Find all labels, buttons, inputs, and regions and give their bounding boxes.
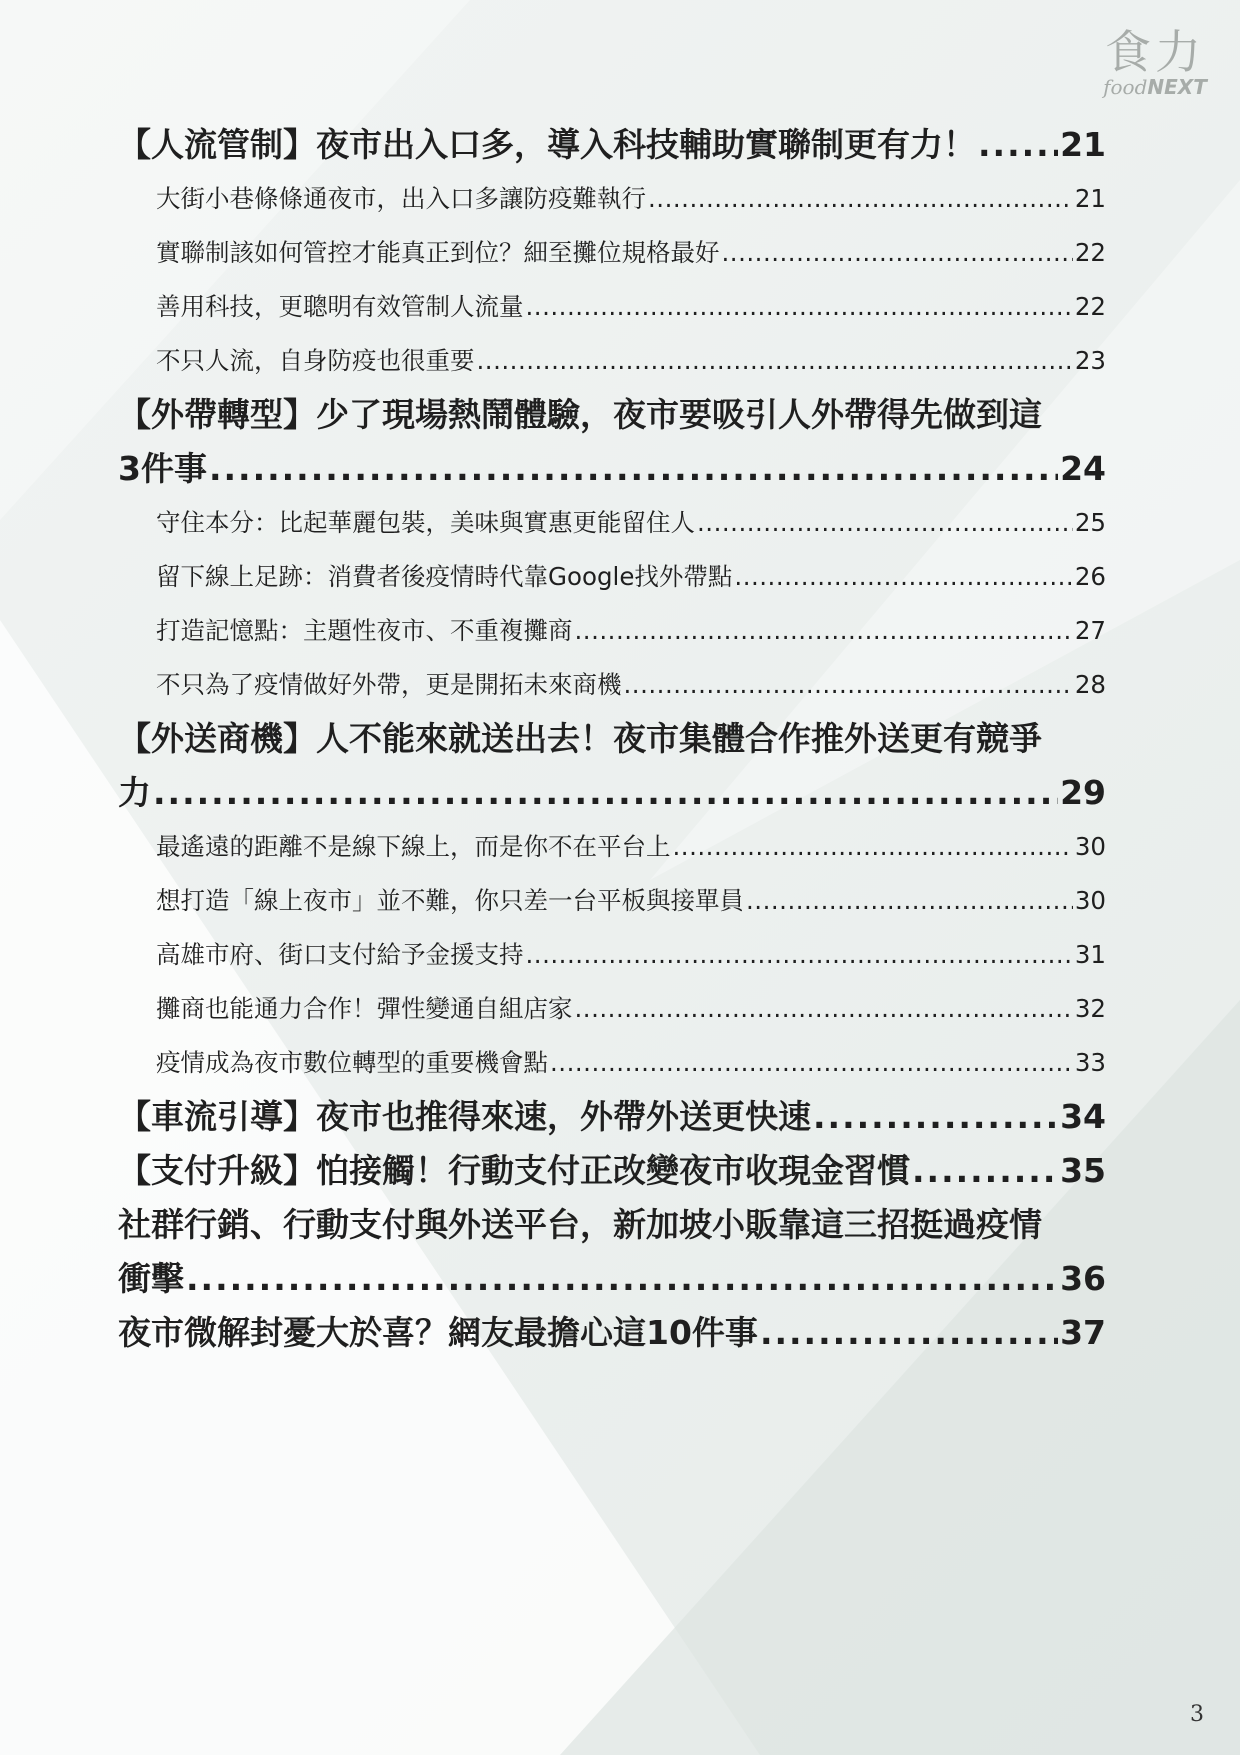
- toc-subentry-page: 26: [1074, 562, 1106, 591]
- toc-entry-title-line1: 【外帶轉型】少了現場熱鬧體驗，夜市要吸引人外帶得先做到這: [118, 395, 1042, 434]
- toc-leader-dots: [978, 118, 1058, 172]
- toc-leader-dots: [477, 334, 1073, 388]
- toc-subentry-title: 想打造「線上夜市」並不難，你只差一台平板與接單員: [156, 886, 744, 915]
- toc-leader-dots: [526, 280, 1073, 334]
- toc-entry-title-line1: 社群行銷、行動支付與外送平台，新加坡小販靠這三招挺過疫情: [118, 1205, 1042, 1244]
- toc-subentry-page: 22: [1074, 238, 1106, 267]
- toc-entry-title: 【車流引導】夜市也推得來速，外帶外送更快速: [118, 1097, 811, 1136]
- toc-subentry-title: 實聯制該如何管控才能真正到位？細至攤位規格最好: [156, 238, 720, 267]
- toc-subentry-page: 31: [1074, 940, 1106, 969]
- logo-chinese-text: 食力: [1105, 25, 1205, 79]
- toc-subentry-title: 留下線上足跡：消費者後疫情時代靠Google找外帶點: [156, 562, 733, 591]
- toc-subentry[interactable]: [118, 604, 1106, 658]
- toc-leader-dots: [673, 820, 1073, 874]
- toc-entry-title: 【人流管制】夜市出入口多，導入科技輔助實聯制更有力！: [118, 125, 976, 164]
- toc-entry-page: 24: [1060, 449, 1106, 488]
- toc-subentry-page: 22: [1074, 292, 1106, 321]
- foodnext-logo: [1100, 26, 1210, 98]
- toc-leader-dots: [912, 1144, 1058, 1198]
- toc-subentry[interactable]: [118, 172, 1106, 226]
- toc-leader-dots: [746, 874, 1073, 928]
- toc-subentry-title: 守住本分：比起華麗包裝，美味與實惠更能留住人: [156, 508, 695, 537]
- toc-subentry-title: 疫情成為夜市數位轉型的重要機會點: [156, 1048, 548, 1077]
- toc-entry-page: 36: [1060, 1259, 1106, 1298]
- toc-subentry[interactable]: [118, 1036, 1106, 1090]
- toc-entry-page: 21: [1060, 125, 1106, 164]
- toc-subentry[interactable]: [118, 820, 1106, 874]
- toc-leader-dots: [209, 442, 1058, 496]
- logo-en-prefix: food: [1103, 75, 1148, 99]
- toc-entry-reopening-concerns[interactable]: [118, 1306, 1106, 1360]
- toc-subentry[interactable]: [118, 982, 1106, 1036]
- toc-subentry-page: 21: [1074, 184, 1106, 213]
- toc-subentry-title: 打造記憶點：主題性夜市、不重複攤商: [156, 616, 573, 645]
- toc-subentry[interactable]: [118, 658, 1106, 712]
- toc-subentry-title: 大街小巷條條通夜市，出入口多讓防疫難執行: [156, 184, 646, 213]
- toc-leader-dots: [550, 1036, 1073, 1090]
- toc-subentry[interactable]: [118, 226, 1106, 280]
- toc-subentry-title: 攤商也能通力合作！彈性變通自組店家: [156, 994, 573, 1023]
- toc-leader-dots: [813, 1090, 1058, 1144]
- toc-leader-dots: [697, 496, 1073, 550]
- toc-subentry-page: 28: [1074, 670, 1106, 699]
- toc-subentry-title: 高雄市府、街口支付給予金援支持: [156, 940, 524, 969]
- toc-leader-dots: [575, 604, 1073, 658]
- toc-subentry-page: 27: [1074, 616, 1106, 645]
- toc-subentry-title: 最遙遠的距離不是線下線上，而是你不在平台上: [156, 832, 671, 861]
- toc-entry-title: 【支付升級】怕接觸！行動支付正改變夜市收現金習慣: [118, 1151, 910, 1190]
- toc-entry-crowd-control[interactable]: [118, 118, 1106, 172]
- toc-leader-dots: [624, 658, 1073, 712]
- toc-entry-page: 29: [1060, 773, 1106, 812]
- toc-leader-dots: [153, 766, 1058, 820]
- toc-entry-takeout[interactable]: [118, 388, 1106, 496]
- toc-entry-title-line2: 3件事: [118, 449, 207, 488]
- toc-subentry-title: 不只人流，自身防疫也很重要: [156, 346, 475, 375]
- toc-entry-page: 35: [1060, 1151, 1106, 1190]
- toc-entry-title: 夜市微解封憂大於喜？網友最擔心這10件事: [118, 1313, 758, 1352]
- toc-subentry[interactable]: [118, 280, 1106, 334]
- page-number: 3: [1190, 1702, 1204, 1727]
- toc-entry-traffic[interactable]: [118, 1090, 1106, 1144]
- toc-leader-dots: [760, 1306, 1058, 1360]
- toc-subentry-page: 30: [1074, 886, 1106, 915]
- toc-subentry-page: 32: [1074, 994, 1106, 1023]
- toc-leader-dots: [734, 550, 1072, 604]
- toc-leader-dots: [526, 928, 1073, 982]
- toc-entry-page: 34: [1060, 1097, 1106, 1136]
- toc-entry-title-line1: 【外送商機】人不能來就送出去！夜市集體合作推外送更有競爭: [118, 719, 1042, 758]
- toc-subentry-title: 不只為了疫情做好外帶，更是開拓未來商機: [156, 670, 622, 699]
- toc-subentry[interactable]: [118, 496, 1106, 550]
- toc-subentry-page: 25: [1074, 508, 1106, 537]
- toc-leader-dots: [575, 982, 1073, 1036]
- toc-subentry-title: 善用科技，更聰明有效管制人流量: [156, 292, 524, 321]
- toc-entry-delivery[interactable]: [118, 712, 1106, 820]
- logo-english-text: [1100, 76, 1210, 98]
- toc-leader-dots: [722, 226, 1073, 280]
- toc-subentry[interactable]: [118, 334, 1106, 388]
- logo-en-suffix: NEXT: [1147, 75, 1207, 99]
- toc-subentry-page: 33: [1074, 1048, 1106, 1077]
- table-of-contents: [118, 118, 1106, 1360]
- toc-entry-title-line2: 衝擊: [118, 1259, 184, 1298]
- toc-entry-page: 37: [1060, 1313, 1106, 1352]
- toc-entry-singapore[interactable]: [118, 1198, 1106, 1306]
- toc-entry-payment[interactable]: [118, 1144, 1106, 1198]
- toc-leader-dots: [648, 172, 1073, 226]
- toc-subentry[interactable]: [118, 874, 1106, 928]
- toc-leader-dots: [186, 1252, 1058, 1306]
- toc-subentry[interactable]: [118, 928, 1106, 982]
- toc-subentry-page: 30: [1074, 832, 1106, 861]
- toc-entry-title-line2: 力: [118, 773, 151, 812]
- toc-subentry[interactable]: [118, 550, 1106, 604]
- toc-subentry-page: 23: [1074, 346, 1106, 375]
